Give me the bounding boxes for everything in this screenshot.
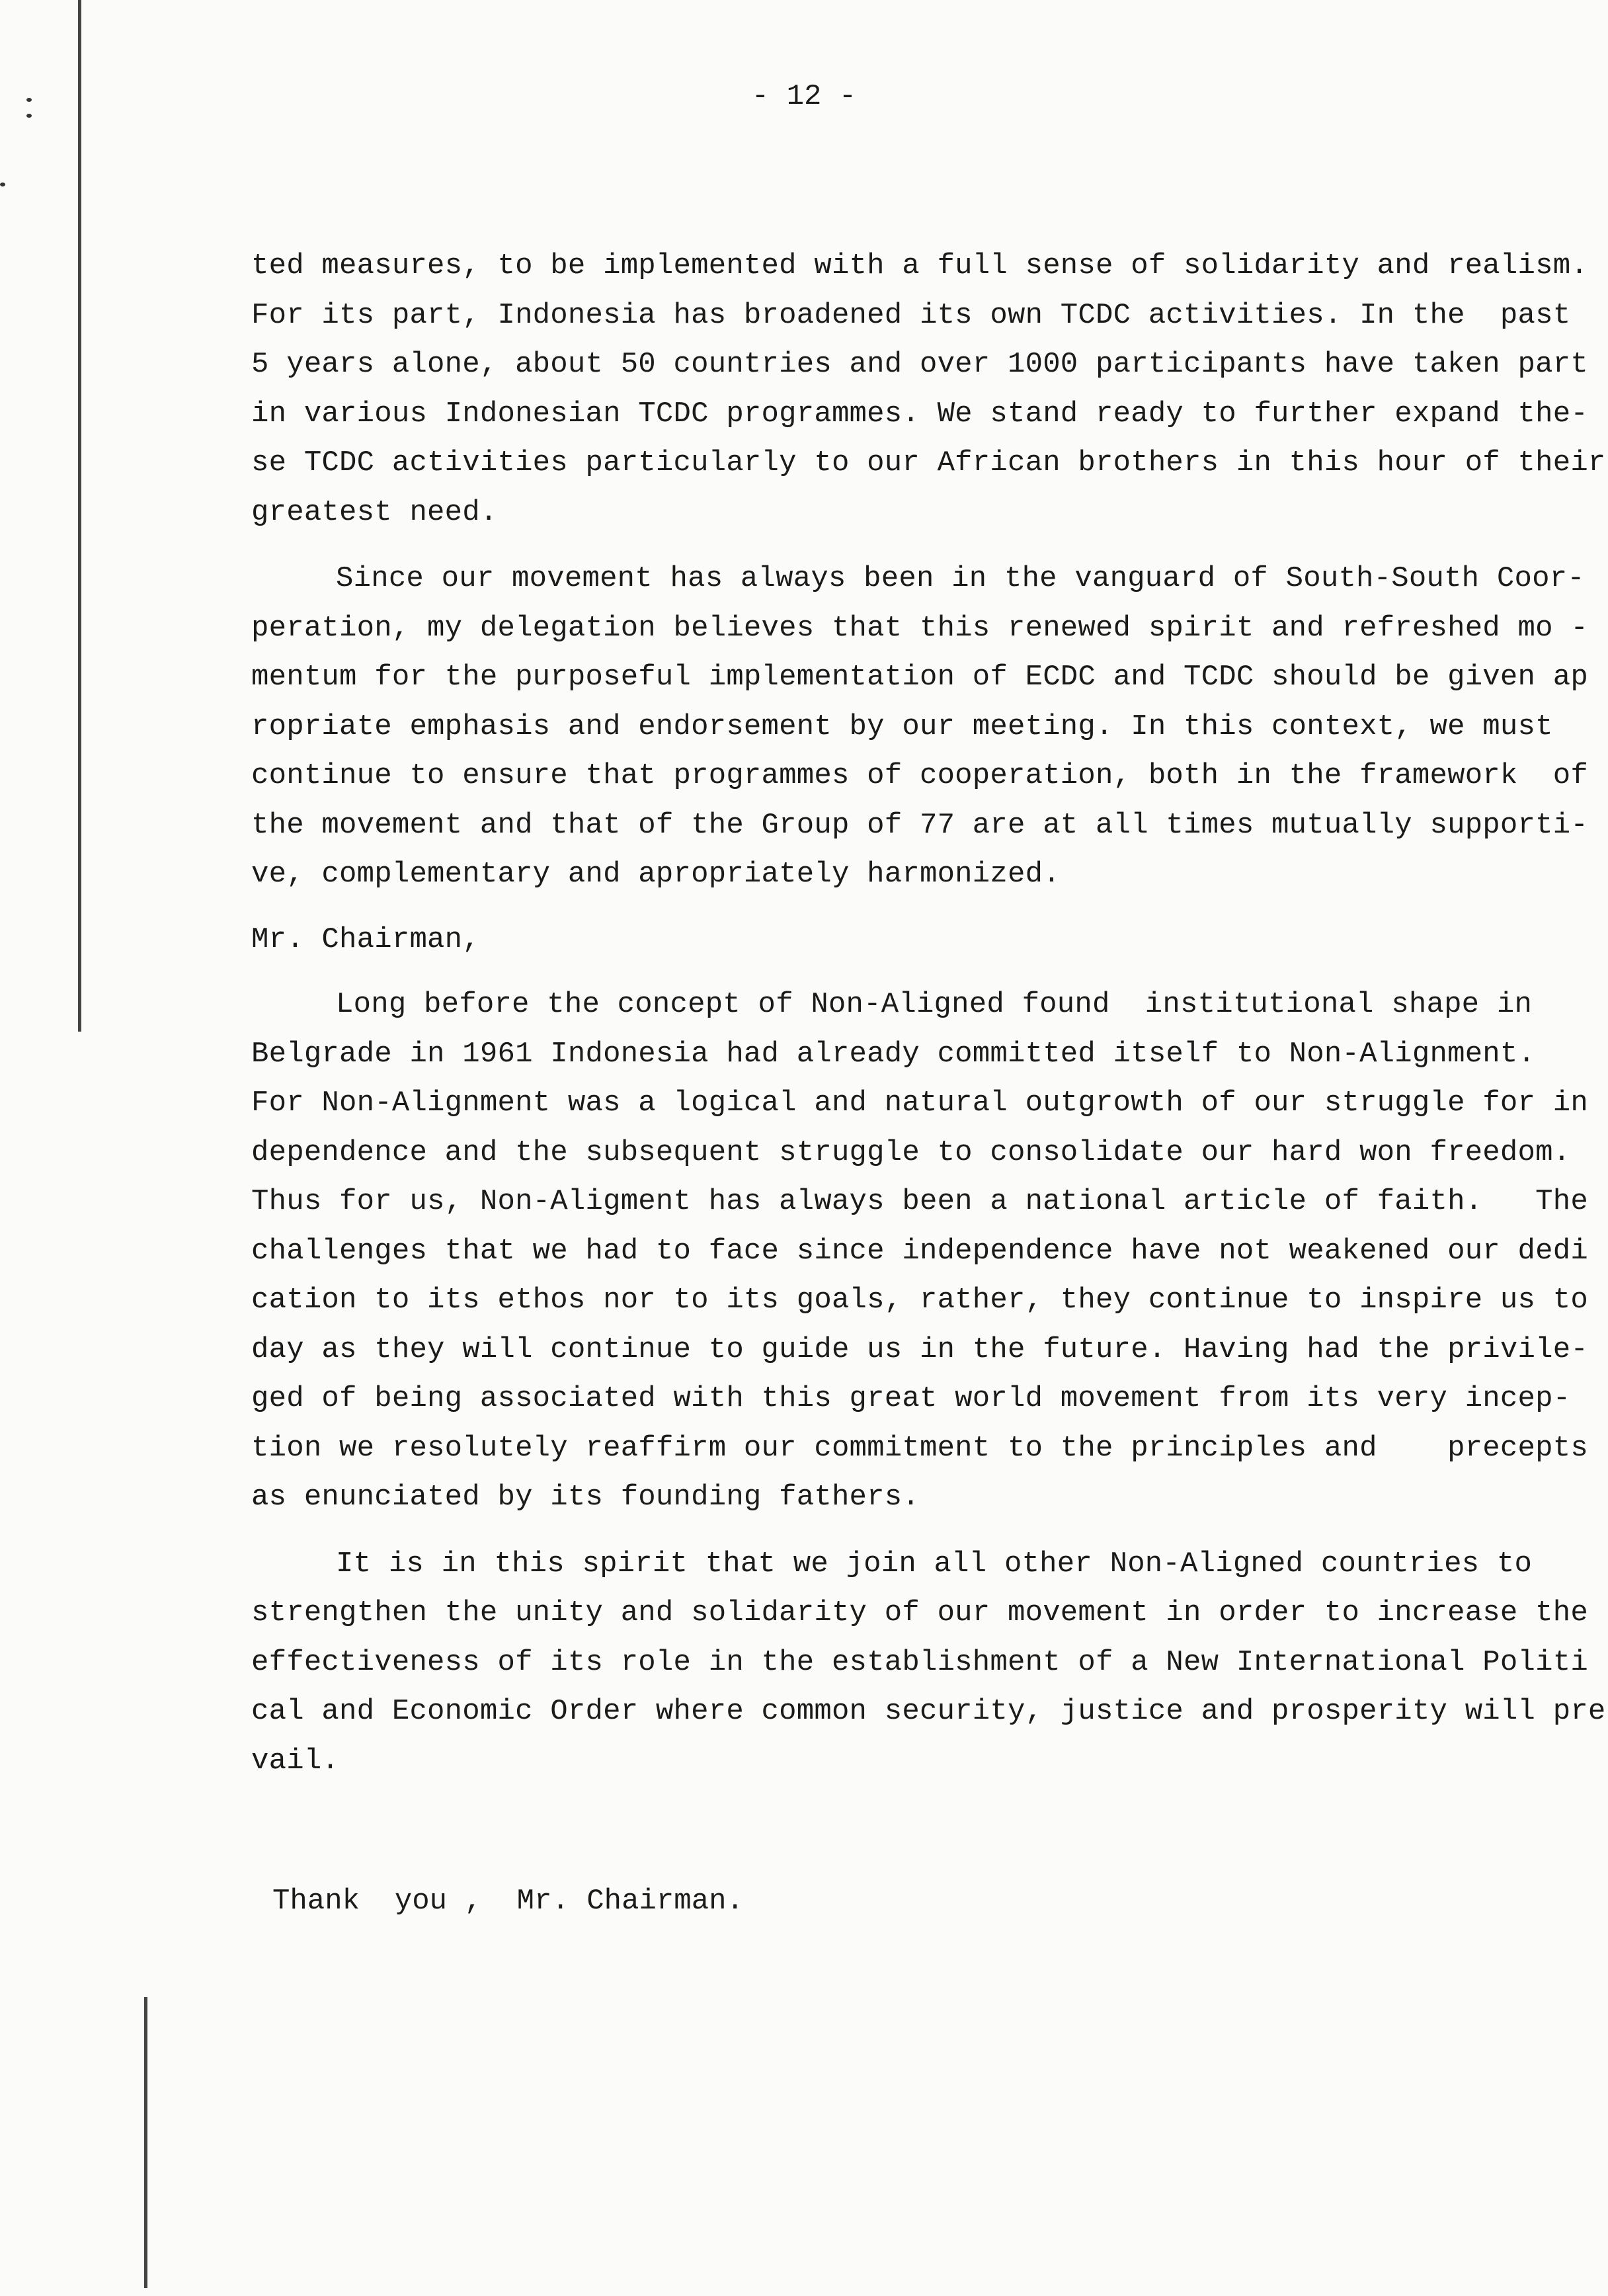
text-line: tion we resolutely reaffirm our commitment to the principles and precepts [251, 1431, 1588, 1465]
paragraph-5 [251, 1539, 1606, 1786]
text-line: mentum for the purposeful implementation of ECDC and TCDC should be given ap [251, 661, 1588, 694]
text-line: Thus for us, Non-Aligment has always been a national article of faith. The [251, 1185, 1588, 1218]
document-body [251, 241, 1606, 1785]
text-line: Long before the concept of Non-Aligned found institutional shape in [336, 988, 1533, 1021]
binding-edge-upper [78, 0, 81, 1032]
text-line: ted measures, to be implemented with a full sense of solidarity and realism. [251, 249, 1588, 282]
text-line: cal and Economic Order where common security, justice and prosperity will pre [251, 1695, 1606, 1728]
text-line: in various Indonesian TCDC programmes. We stand ready to further expand the- [251, 397, 1588, 430]
text-line: 5 years alone, about 50 countries and over 1000 participants have taken part [251, 348, 1588, 381]
text-line: cation to its ethos nor to its goals, rather, they continue to inspire us to [251, 1284, 1588, 1317]
text-line: vail. [251, 1744, 340, 1778]
text-line: For its part, Indonesia has broadened its own TCDC activities. In the past [251, 298, 1571, 332]
text-line: effectiveness of its role in the establishment of a New International Politi [251, 1645, 1588, 1679]
text-line: ve, complementary and apropriately harmonized. [251, 858, 1061, 891]
text-line: ged of being associated with this great world movement from its very incep- [251, 1382, 1571, 1415]
text-line: day as they will continue to guide us in the future. Having had the privile- [251, 1332, 1588, 1366]
text-line: greatest need. [251, 495, 498, 529]
text-line: as enunciated by its founding fathers. [251, 1481, 920, 1514]
scan-speck [0, 183, 5, 186]
text-line: continue to ensure that programmes of cooperation, both in the framework of [251, 759, 1588, 792]
text-line: challenges that we had to face since independence have not weakened our dedi [251, 1234, 1588, 1268]
paragraph-1 [251, 241, 1606, 537]
text-line: Belgrade in 1961 Indonesia had already committed itself to Non-Alignment. [251, 1037, 1536, 1071]
text-line: strengthen the unity and solidarity of our movement in order to increase the [251, 1596, 1588, 1629]
closing-line: Thank you , Mr. Chairman. [272, 1885, 744, 1918]
paragraph-3 [251, 915, 1567, 965]
text-line: the movement and that of the Group of 77 are at all times mutually supporti- [251, 808, 1588, 842]
page-number: - 12 - [751, 80, 857, 113]
binding-edge-lower [144, 1997, 147, 2288]
text-line: peration, my delegation believes that this renewed spirit and refreshed mo - [251, 611, 1588, 645]
paragraph-2 [251, 554, 1588, 899]
text-line: For Non-Alignment was a logical and natural outgrowth of our struggle for in [251, 1086, 1588, 1120]
text-line: se TCDC activities particularly to our African brothers in this hour of their [251, 446, 1606, 479]
salutation: Mr. Chairman, [251, 922, 480, 956]
text-line: Since our movement has always been in the vanguard of South-South Coor- [336, 562, 1585, 595]
text-line: It is in this spirit that we join all other Non-Aligned countries to [336, 1547, 1533, 1580]
paragraph-4 [251, 980, 1588, 1522]
text-line: ropriate emphasis and endorsement by our meeting. In this context, we must [251, 710, 1553, 743]
text-line: dependence and the subsequent struggle to consolidate our hard won freedom. [251, 1135, 1571, 1169]
